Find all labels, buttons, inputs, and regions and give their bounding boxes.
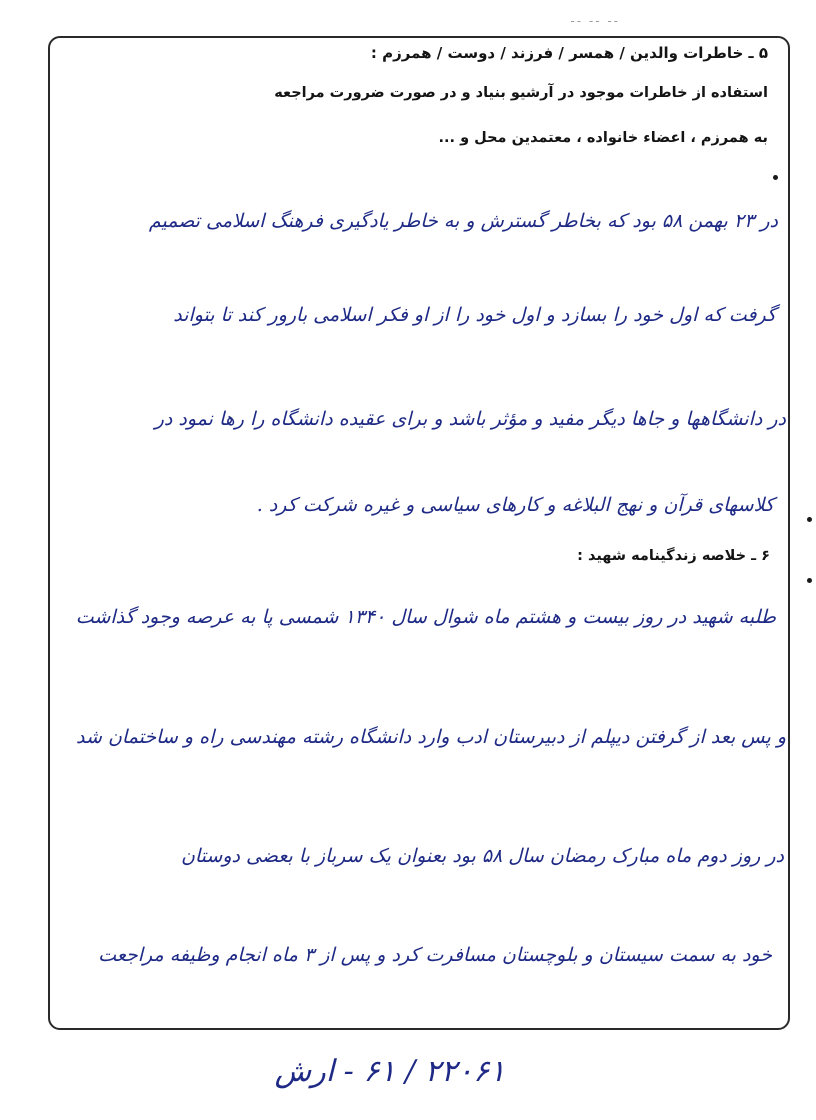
memoir-line: در دانشگاهها و جاها دیگر مفید و مؤثر باشد و برای عقیده دانشگاه را رها نمود در	[154, 408, 786, 430]
section-5-heading: ۵ ـ خاطرات والدین / همسر / فرزند / دوست / همرزم :	[370, 44, 768, 62]
biography-line: و پس بعد از گرفتن دیپلم از دبیرستان ادب وارد دانشگاه رشته مهندسی راه و ساختمان شد	[76, 726, 786, 748]
memoir-line: کلاسهای قرآن و نهج البلاغه و کارهای سیاسی و غیره شرکت کرد .	[256, 494, 774, 516]
biography-line: خود به سمت سیستان و بلوچستان مسافرت کرد و پس از ۳ ماه انجام وظیفه مراجعت	[98, 944, 772, 966]
margin-dot	[807, 517, 812, 522]
section-6-heading: ۶ ـ خلاصه زندگینامه شهید :	[577, 548, 770, 564]
biography-line: در روز دوم ماه مبارک رمضان سال ۵۸ بود بعنوان یک سرباز با بعضی دوستان	[180, 845, 784, 867]
section-5-instruction-line-2: به همرزم ، اعضاء خانواده ، معتمدین محل و ...	[438, 130, 768, 146]
margin-dot	[773, 175, 778, 180]
archive-reference-number: ۲۲۰۶۱ / ۶۱ - ارش	[274, 1054, 506, 1089]
memoir-line: گرفت که اول خود را بسازد و اول خود را از او فکر اسلامی بارور کند تا بتواند	[173, 304, 776, 326]
section-5-instruction-line-1: استفاده از خاطرات موجود در آرشیو بنیاد و در صورت ضرورت مراجعه	[274, 85, 768, 101]
memoir-line: در ۲۳ بهمن ۵۸ بود که بخاطر گسترش و به خاطر یادگیری فرهنگ اسلامی تصمیم	[148, 210, 778, 232]
form-frame	[48, 36, 790, 1030]
faint-page-header: -- -- --	[570, 14, 620, 28]
biography-line: طلبه شهید در روز بیست و هشتم ماه شوال سال ۱۳۴۰ شمسی پا به عرصه وجود گذاشت	[75, 606, 776, 628]
margin-dot	[807, 578, 812, 583]
